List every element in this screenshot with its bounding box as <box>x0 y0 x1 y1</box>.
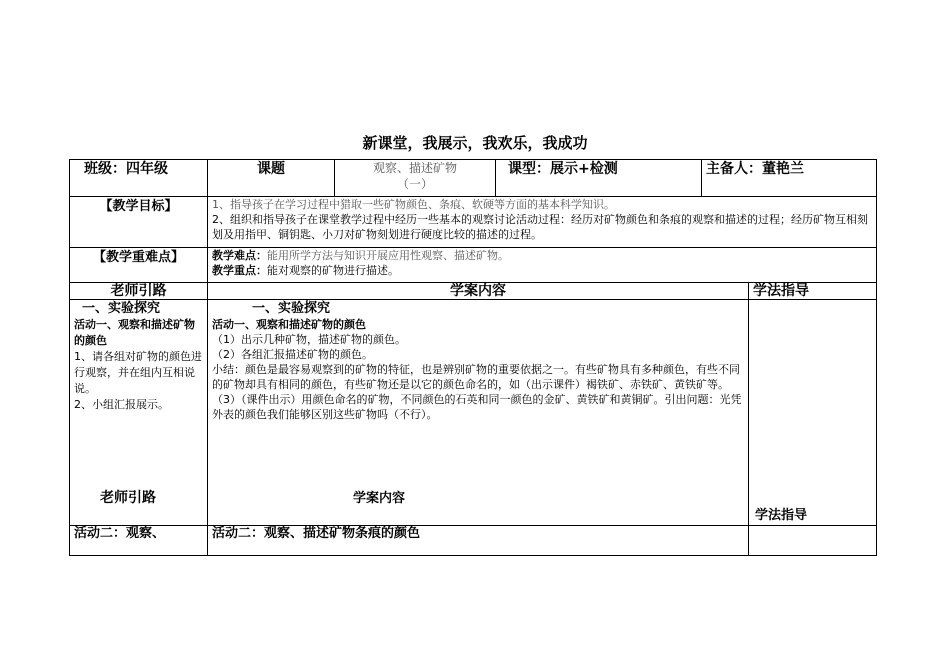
preparer-cell: 主备人：董艳兰 <box>702 160 877 197</box>
objective-1: 1、指导孩子在学习过程中猎取一些矿物颜色、条痕、软硬等方面的基本科学知识。 <box>212 198 615 211</box>
difficulty-label: 教学难点： <box>212 249 267 262</box>
topic-value-cell <box>335 160 496 197</box>
header-row <box>70 160 877 197</box>
objectives-row <box>70 197 877 248</box>
teacher-step-2: 2、小组汇报展示。 <box>74 398 169 411</box>
type-cell: 课型：展示+检测 <box>496 160 702 197</box>
method-activity2 <box>749 526 877 556</box>
focus-text: 能对观察的矿物进行描述。 <box>267 264 399 277</box>
topic-label-cell: 课题 <box>208 160 335 197</box>
objectives-content <box>208 197 877 248</box>
key-points-row <box>70 248 877 283</box>
content-item-3: （3）（课件出示）用颜色命名的矿物，不同颜色的石英和同一颜色的金矿、黄铁矿和黄铜矿。引出问题：光凭外表的颜色我们能够区别这些矿物吗（不行）。 <box>212 393 742 421</box>
content-activity2: 活动二：观察、描述矿物条痕的颜色 <box>208 526 749 556</box>
content-summary: 小结：颜色是最容易观察到的矿物的特征，也是辨别矿物的重要依据之一。有些矿物具有多种颜色，有些不同的矿物却具有相同的颜色，有些矿物还是以它的颜色命名的，如（出示课件）褐铁矿、赤铁矿、黄铁矿等。 <box>212 363 740 391</box>
content-activity-title: 活动一、观察和描述矿物的颜色 <box>212 318 366 331</box>
content-cell <box>208 300 749 526</box>
lesson-plan-table <box>69 159 877 556</box>
content-item-2: （2）各组汇报描述矿物的颜色。 <box>212 348 373 361</box>
teacher-section-heading: 一、实验探究 <box>82 301 161 316</box>
teacher-step-1: 1、请各组对矿物的颜色进行观察，并在组内互相说说。 <box>74 350 202 395</box>
objective-2: 2、组织和指导孩子在课堂教学过程中经历一些基本的观察讨论活动过程：经历对矿物颜色和条痕的观察和描述的过程；经历矿物互相刻划及用指甲、铜钥匙、小刀对矿物刻划进行硬度比较的描述的过程。 <box>212 213 868 241</box>
teacher-activity-title: 活动一、观察和描述矿物的颜色 <box>74 318 195 347</box>
topic-value-line2: （一） <box>396 177 433 191</box>
focus-label: 教学重点： <box>212 264 267 277</box>
key-points-label: 【教学重难点】 <box>70 248 208 283</box>
column-header-row <box>70 283 877 300</box>
content-item-1: （1）出示几种矿物，描述矿物的颜色。 <box>212 333 406 346</box>
col-header-method: 学法指导 <box>749 283 877 300</box>
document-title: 新课堂，我展示，我欢乐，我成功 <box>362 134 588 152</box>
difficulty-text: 能用所学方法与知识开展应用性观察、描述矿物。 <box>267 249 509 262</box>
content-footer-label: 学案内容 <box>353 491 406 506</box>
method-footer-label: 学法指导 <box>755 508 808 523</box>
activity2-row <box>70 526 877 556</box>
col-header-teacher: 老师引路 <box>70 283 208 300</box>
content-section-heading: 一、实验探究 <box>252 301 331 316</box>
method-cell <box>749 300 877 526</box>
teacher-guide-cell <box>70 300 208 526</box>
key-points-content <box>208 248 877 283</box>
teacher-activity2: 活动二：观察、 <box>70 526 208 556</box>
objectives-label: 【教学目标】 <box>70 197 208 248</box>
activity1-row <box>70 300 877 526</box>
topic-value-line1: 观察、描述矿物 <box>372 161 457 175</box>
teacher-footer-label: 老师引路 <box>100 490 156 506</box>
col-header-content: 学案内容 <box>208 283 749 300</box>
class-cell: 班级：四年级 <box>70 160 208 197</box>
